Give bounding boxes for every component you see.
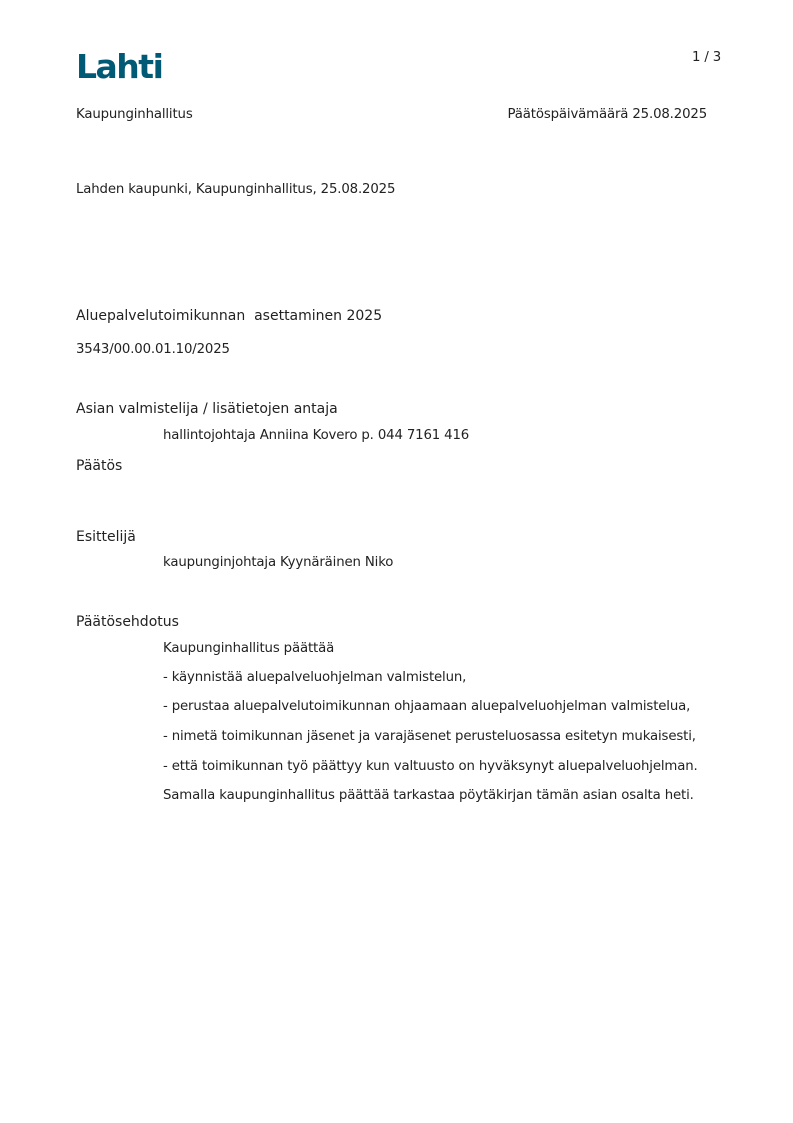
- logo-text: Lahti: [76, 47, 163, 82]
- proposal-heading: Päätösehdotus: [76, 614, 179, 630]
- presenter-heading: Esittelijä: [76, 529, 136, 545]
- proposal-line: Samalla kaupunginhallitus päättää tarkastaa pöytäkirjan tämän asian osalta heti.: [163, 788, 694, 803]
- document-title: Aluepalvelutoimikunnan asettaminen 2025: [76, 308, 383, 324]
- proposal-line: Kaupunginhallitus päättää: [163, 641, 335, 656]
- page-number: 1 / 3: [692, 50, 722, 65]
- preparer-value: hallintojohtaja Anniina Kovero p. 044 7161 416: [163, 428, 470, 443]
- case-number: 3543/00.00.01.10/2025: [76, 342, 230, 357]
- proposal-line: - että toimikunnan työ päättyy kun valtuusto on hyväksynyt aluepalveluohjelman.: [163, 759, 698, 774]
- proposal-line: - perustaa aluepalvelutoimikunnan ohjaamaan aluepalveluohjelman valmistelua,: [163, 699, 691, 714]
- proposal-line: - nimetä toimikunnan jäsenet ja varajäsenet perusteluosassa esitetyn mukaisesti,: [163, 729, 696, 744]
- lahti-logo: [76, 46, 168, 82]
- preparer-heading: Asian valmistelija / lisätietojen antaja: [76, 401, 338, 417]
- decision-heading: Päätös: [76, 458, 123, 474]
- body-name: Kaupunginhallitus: [76, 107, 193, 122]
- proposal-line: - käynnistää aluepalveluohjelman valmistelun,: [163, 670, 467, 685]
- origin-line: Lahden kaupunki, Kaupunginhallitus, 25.08.2025: [76, 182, 396, 197]
- decision-date: Päätöspäivämäärä 25.08.2025: [507, 107, 707, 122]
- presenter-value: kaupunginjohtaja Kyynäräinen Niko: [163, 555, 394, 570]
